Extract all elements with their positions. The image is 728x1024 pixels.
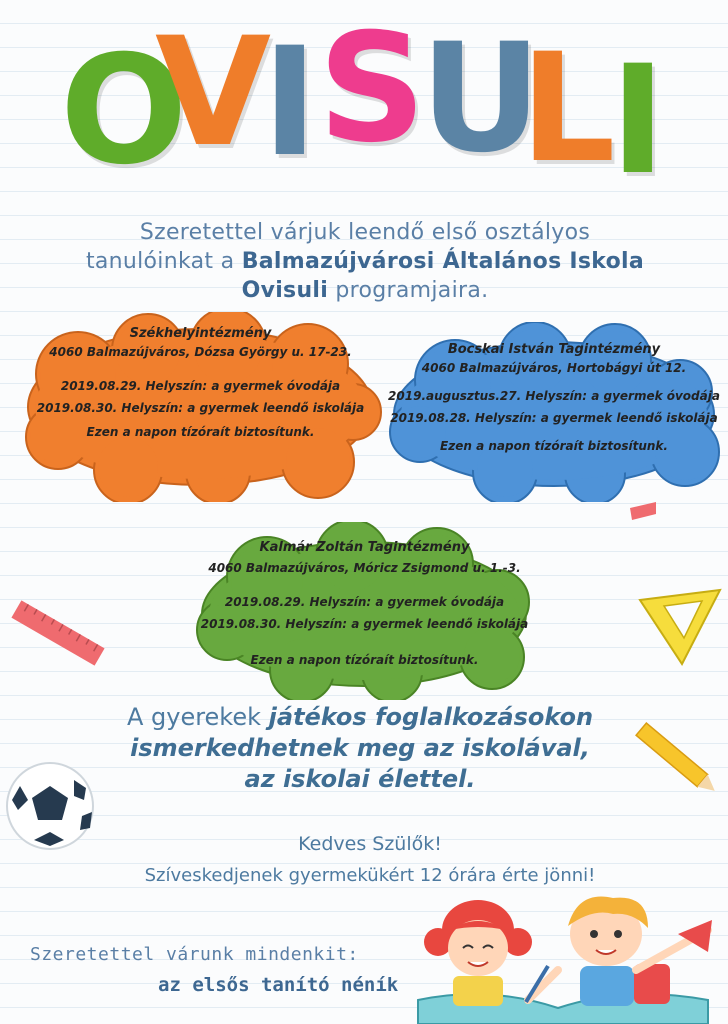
intro-line-3-text: programjaira. (328, 278, 489, 303)
title-letter-u: U (420, 12, 542, 186)
title-letter-v: V (155, 6, 272, 180)
cloud-szekhely-address: 4060 Balmazújváros, Dózsa György u. 17-23. (49, 345, 352, 359)
signature-line-2: az elsős tanító néník (158, 974, 399, 996)
intro-line-2 (40, 247, 690, 276)
intro-ovisuli: Ovisuli (241, 278, 329, 303)
cloud-kalmar-text (192, 522, 537, 667)
title-letter-o: O (60, 24, 188, 198)
title-letter-i: I (262, 16, 318, 190)
pencil-icon (630, 712, 726, 808)
intro-line-1: Szeretettel várjuk leendő első osztályos (139, 220, 591, 245)
triangle-ruler-icon (636, 586, 722, 666)
cloud-bocskai-address: 4060 Balmazújváros, Hortobágyi út 12. (421, 361, 687, 375)
children-illustration (408, 890, 726, 1024)
cloud-szekhely-note: Ezen a napon tízóraít biztosítunk. (86, 425, 315, 439)
intro-line-2-text: tanulóinkat a (85, 249, 242, 274)
intro-school-name: Balmazújvárosi Általános Iskola (241, 249, 645, 274)
boy-figure (526, 897, 712, 1006)
cloud-szekhely-date1: 2019.08.29. Helyszín: a gyermek óvodája (60, 379, 341, 393)
games-line-1-b: játékos foglalkozásokon (268, 703, 594, 731)
cloud-bocskai-date1: 2019.augusztus.27. Helyszín: a gyermek óvodája (388, 389, 720, 403)
games-line-2: ismerkedhetnek meg az iskolával, (130, 734, 590, 762)
games-line-1-a: A gyerekek (126, 703, 269, 731)
cloud-kalmar-date2: 2019.08.30. Helyszín: a gyermek leendő iskolája (200, 617, 529, 631)
cloud-kalmar-name: Kalmár Zoltán Tagintézmény (259, 540, 470, 555)
intro-line-3 (40, 276, 690, 305)
ruler-icon (8, 598, 108, 668)
parents-line-1: Kedves Szülők! (298, 833, 442, 855)
cloud-szekhely (18, 312, 383, 502)
parents-line-2: Szíveskedjenek gyermekükért 12 órára érte jönni! (144, 865, 596, 886)
title-letter-l: L (520, 22, 616, 196)
games-text (80, 702, 640, 795)
parents-text (140, 828, 600, 892)
cloud-szekhely-date2: 2019.08.30. Helyszín: a gyermek leendő iskolája (36, 401, 365, 415)
cloud-kalmar-note: Ezen a napon tízóraít biztosítunk. (250, 653, 479, 667)
signature-line-1: Szeretettel várunk mindenkit: (30, 944, 359, 965)
cloud-szekhely-name: Székhelyintézmény (129, 326, 272, 341)
cloud-kalmar-address: 4060 Balmazújváros, Móricz Zsigmond u. 1.-3. (208, 561, 521, 575)
intro-text (40, 218, 690, 305)
cloud-szekhely-text (18, 312, 383, 439)
games-line-1 (80, 702, 640, 733)
games-line-3: az iskolai élettel. (244, 765, 476, 793)
girl-figure (424, 900, 532, 1006)
cloud-bocskai-text (385, 322, 723, 453)
cloud-bocskai (385, 322, 723, 502)
cloud-kalmar (192, 522, 537, 700)
poster-title (0, 2, 728, 208)
eraser-icon (628, 500, 658, 522)
cloud-kalmar-date1: 2019.08.29. Helyszín: a gyermek óvodája (224, 595, 505, 609)
title-letter-s: S (318, 2, 427, 176)
cloud-bocskai-name: Bocskai István Tagintézmény (447, 342, 661, 357)
cloud-bocskai-date2: 2019.08.28. Helyszín: a gyermek leendő iskolája (390, 411, 718, 425)
title-letter-i2: I (610, 34, 666, 208)
cloud-bocskai-note: Ezen a napon tízóraít biztosítunk. (440, 439, 668, 453)
